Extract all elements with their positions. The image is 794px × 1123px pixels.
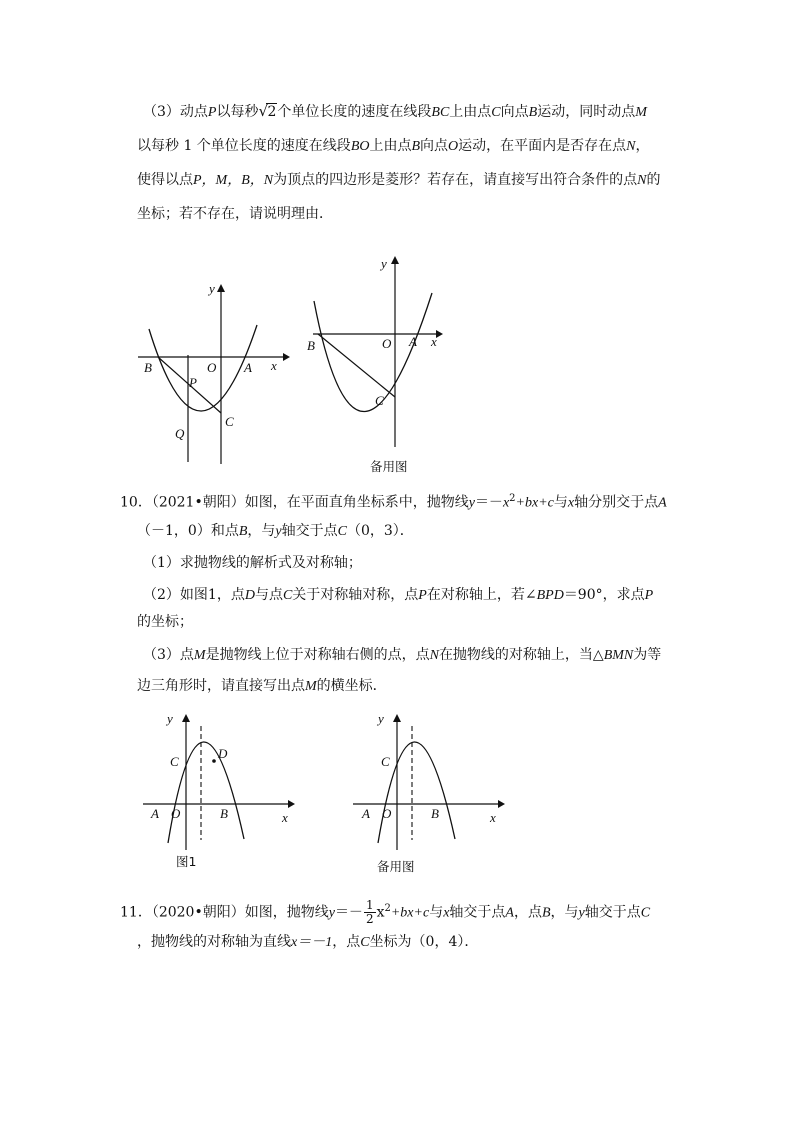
x-axis-arrow	[498, 800, 505, 808]
parabola	[314, 293, 432, 412]
figure-9-right-spare	[303, 253, 448, 473]
label-a: A	[362, 806, 370, 821]
caption-spare-figure: 备用图	[377, 859, 415, 874]
x-axis-arrow	[288, 800, 295, 808]
label-b: B	[220, 806, 228, 821]
caption-spare-figure: 备用图	[370, 459, 408, 474]
question-10-line-1: 10．（2021•朝阳）如图，在平面直角坐标系中，抛物线$y=-x^2+bx+c$与x轴分别交于点A	[120, 493, 667, 511]
question-10-sub-2-cont: 的坐标；	[137, 614, 193, 630]
question-10-sub-1: （1）求抛物线的解析式及对称轴；	[143, 555, 362, 571]
label-x: x	[282, 810, 288, 825]
caption-figure-1: 图1	[176, 854, 197, 869]
x-axis-arrow	[283, 353, 290, 361]
label-q: Q	[175, 426, 185, 441]
label-b: B	[307, 338, 315, 353]
label-a: A	[151, 806, 159, 821]
label-o: O	[382, 806, 392, 821]
question-10-sub-2: （2）如图1，点D与点C关于对称轴对称，点P在对称轴上，若∠BPD＝90°，求点P	[143, 587, 654, 603]
fraction-one-half: $\frac{1}{2}$	[365, 898, 374, 927]
label-b: B	[431, 806, 439, 821]
label-p: P	[189, 375, 197, 390]
question-10-sub-3-cont: 边三角形时，请直接写出点M的横坐标．	[137, 678, 387, 694]
y-axis-arrow	[393, 714, 401, 722]
label-y: y	[167, 711, 173, 726]
label-y: y	[381, 256, 387, 271]
label-y: y	[209, 281, 215, 296]
y-axis-arrow	[391, 256, 399, 264]
question-11-line-2: ，抛物线的对称轴为直线x＝－1，点C坐标为（0，4）．	[137, 934, 479, 950]
label-o: O	[382, 336, 392, 351]
y-axis-arrow	[217, 284, 225, 292]
label-c: C	[375, 393, 384, 408]
question-10-line-2: （－1，0）和点B，与y轴交于点C（0，3）．	[137, 523, 414, 539]
label-a: A	[244, 360, 252, 375]
label-x: x	[271, 358, 277, 373]
label-c: C	[225, 414, 234, 429]
figure-10-left	[138, 708, 303, 878]
y-axis-arrow	[182, 714, 190, 722]
point-d	[212, 759, 216, 763]
parabola	[149, 325, 257, 411]
label-o: O	[207, 360, 217, 375]
x-axis-arrow	[436, 330, 443, 338]
figure-9-left	[135, 280, 295, 470]
label-y: y	[378, 711, 384, 726]
label-a: A	[409, 334, 417, 349]
part3-line-1: （3）动点P以每秒 √ 2个单位长度的速度在线段BC上由点C向点B运动，同时动点M	[143, 102, 647, 120]
sqrt-symbol: √ 2	[258, 102, 277, 120]
question-11-line-1: 11．（2020•朝阳）如图，抛物线y＝－ $\frac{1}{2}$ $x^2+bx+c$与x轴交于点A，点B，与y轴交于点C	[120, 898, 651, 927]
question-10-sub-3: （3）点M是抛物线上位于对称轴右侧的点，点N在抛物线的对称轴上，当△BMN为等	[143, 647, 662, 663]
figure-10-right-spare	[348, 708, 518, 883]
label-x: x	[431, 334, 437, 349]
label-x: x	[490, 810, 496, 825]
label-c: C	[170, 754, 179, 769]
parabola	[168, 742, 244, 843]
part3-line-2: 以每秒 1 个单位长度的速度在线段BO上由点B向点O运动，在平面内是否存在点N，	[137, 138, 650, 154]
label-o: O	[171, 806, 181, 821]
label-b: B	[144, 360, 152, 375]
part3-line-3: 使得以点P，M，B，N为顶点的四边形是菱形？若存在，请直接写出符合条件的点N的	[137, 172, 661, 188]
part3-line-4: 坐标；若不存在，请说明理由．	[137, 206, 333, 222]
label-d: D	[218, 746, 228, 761]
label-c: C	[381, 754, 390, 769]
